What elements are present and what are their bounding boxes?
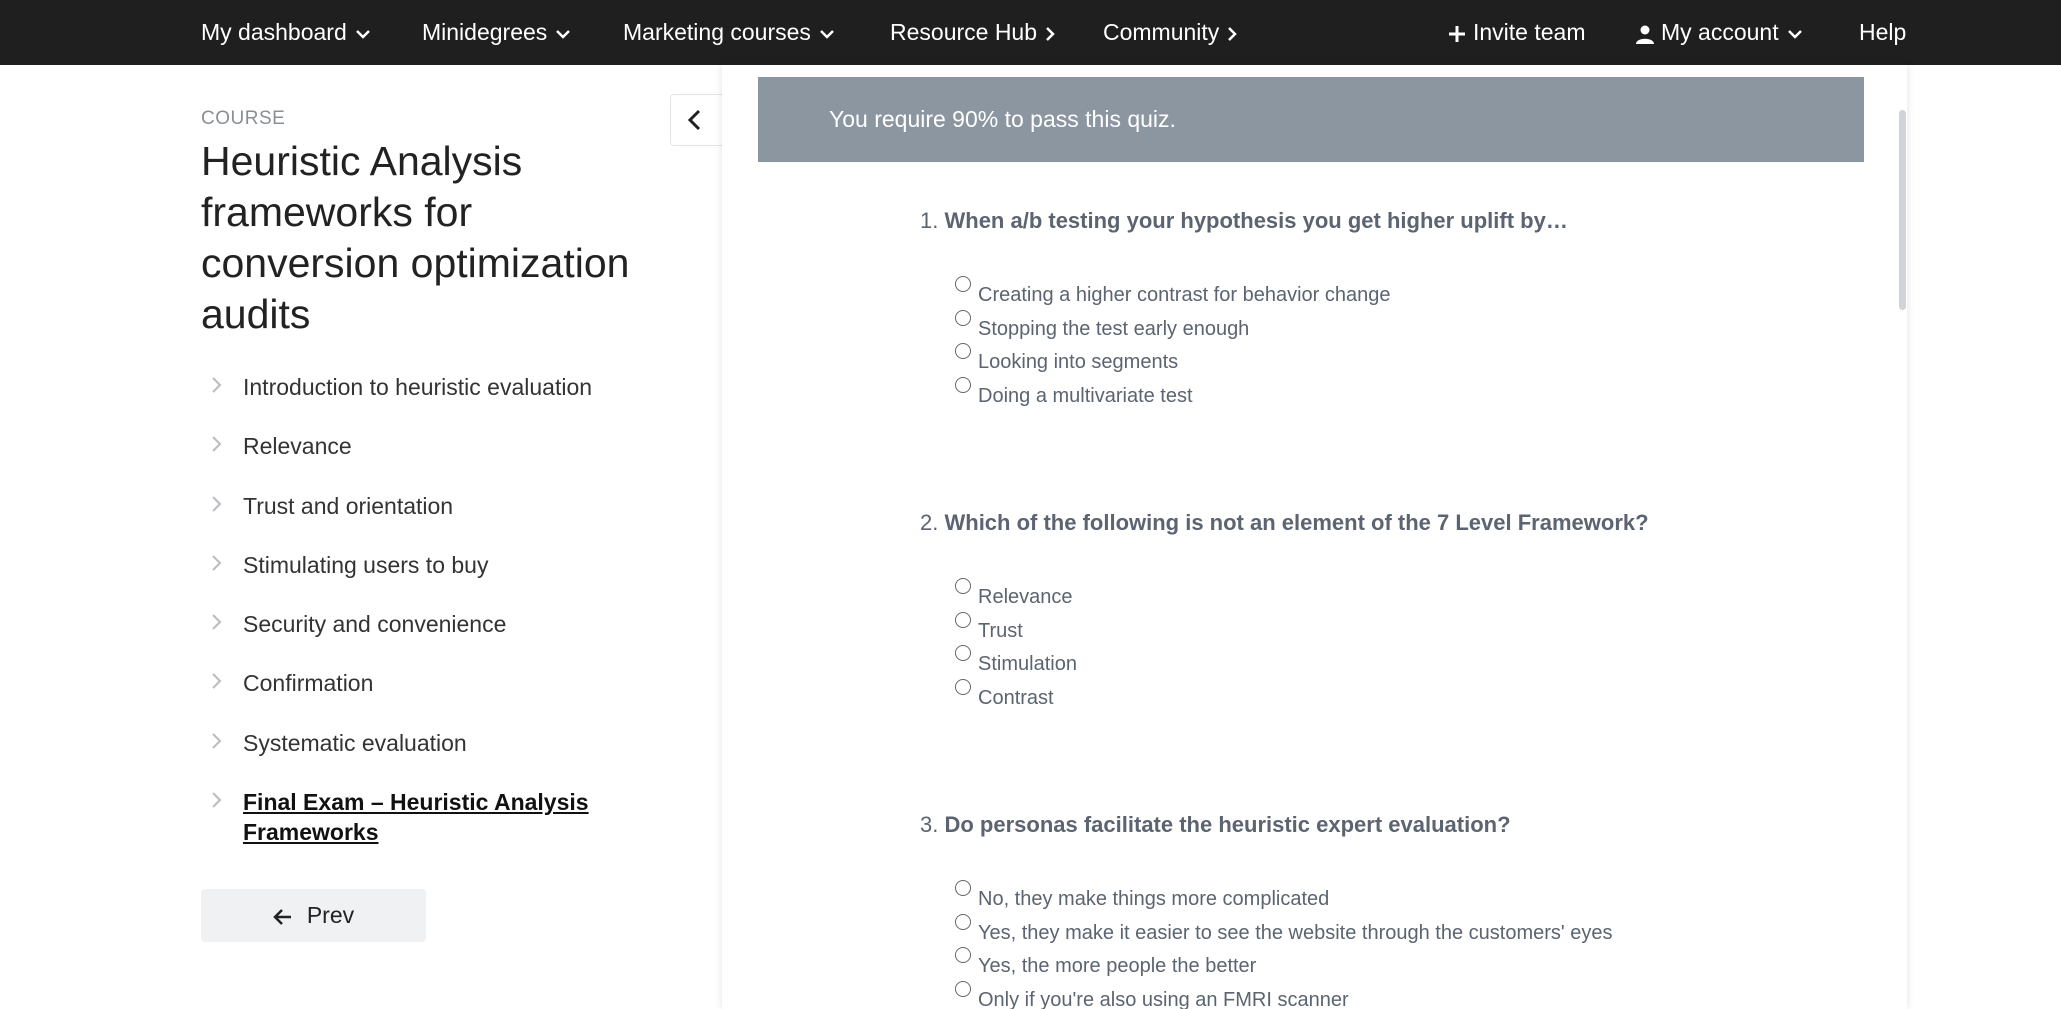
nav-help[interactable] [1859,0,1906,65]
chevron-left-icon [686,108,704,132]
chevron-right-icon [1045,26,1055,42]
answer-label: Looking into segments [978,351,1179,373]
radio-button[interactable] [955,679,971,695]
radio-button[interactable] [955,914,971,930]
nav-marketing-courses[interactable] [623,0,835,65]
nav-invite-team[interactable] [1447,0,1586,65]
radio-button[interactable] [955,276,971,292]
plus-icon [1447,24,1467,44]
nav-my-dashboard-label: My dashboard [201,19,347,45]
chevron-right-icon [1227,26,1237,42]
pass-requirement-banner: You require 90% to pass this quiz. [758,77,1864,162]
question-text: Which of the following is not an element of the 7 Level Framework? [944,510,1649,535]
nav-resource-hub[interactable] [890,0,1055,65]
answer-label: Yes, the more people the better [978,955,1257,977]
nav-my-account[interactable] [1635,0,1803,65]
collapse-sidebar-button[interactable] [670,94,723,146]
nav-minidegrees[interactable] [422,0,571,65]
lesson-label: Stimulating users to buy [243,551,489,578]
chevron-down-icon [355,29,371,39]
radio-button[interactable] [955,981,971,997]
course-eyebrow: COURSE [201,108,286,129]
chevron-down-icon [819,29,835,39]
top-navigation [0,0,2061,65]
chevron-right-icon [211,375,223,395]
prev-button-label: Prev [306,902,355,928]
lesson-label: Introduction to heuristic evaluation [243,374,593,400]
nav-my-dashboard[interactable] [201,0,371,65]
radio-button[interactable] [955,612,971,628]
radio-button[interactable] [955,645,971,661]
nav-minidegrees-label: Minidegrees [422,19,548,45]
question-text: Do personas facilitate the heuristic expert evaluation? [944,812,1511,837]
lesson-item[interactable] [201,722,661,781]
question-1 [920,206,1820,407]
answer-label: Yes, they make it easier to see the website through the customers' eyes [978,922,1613,944]
lesson-item[interactable] [201,366,661,425]
lesson-item-active[interactable] [201,781,661,846]
question-title [920,810,1820,840]
answer-label: Only if you're also using an FMRI scanner [978,989,1349,1009]
chevron-right-icon [211,671,223,691]
lesson-label: Trust and orientation [243,492,454,519]
question-number: 2. [920,510,939,535]
lesson-label: Final Exam – Heuristic Analysis Frameworks [243,789,589,846]
lesson-item[interactable] [201,485,661,544]
user-icon [1635,24,1655,44]
answer-label: Stimulation [978,653,1077,675]
nav-my-account-label: My account [1661,19,1779,45]
course-title: Heuristic Analysis frameworks for conversion optimization audits [201,138,630,337]
question-title [920,508,1820,538]
nav-resource-hub-label: Resource Hub [890,19,1038,45]
question-title [920,206,1820,236]
chevron-right-icon [211,553,223,573]
lesson-list [201,366,661,846]
lesson-label: Confirmation [243,670,374,697]
question-text: When a/b testing your hypothesis you get higher uplift by… [944,208,1568,233]
arrow-left-icon [273,908,293,926]
radio-button[interactable] [955,377,971,393]
chevron-right-icon [211,612,223,632]
answer-label: Relevance [978,586,1073,608]
lesson-item[interactable] [201,544,661,603]
nav-community-label: Community [1103,19,1220,45]
nav-help-label: Help [1859,19,1907,45]
radio-button[interactable] [955,947,971,963]
lesson-label: Relevance [243,433,352,460]
radio-button[interactable] [955,343,971,359]
answer-label: Trust [978,620,1023,642]
question-2 [920,508,1820,709]
radio-button[interactable] [955,880,971,896]
nav-invite-team-label: Invite team [1473,19,1586,45]
chevron-down-icon [555,29,571,39]
chevron-down-icon [1787,29,1803,39]
answer-label: Stopping the test early enough [978,318,1250,340]
answer-label: Creating a higher contrast for behavior change [978,284,1391,306]
answer-label: Doing a multivariate test [978,385,1193,407]
answer-label: No, they make things more complicated [978,888,1330,910]
prev-button[interactable] [201,889,426,942]
lesson-label: Systematic evaluation [243,729,467,756]
scrollbar[interactable] [1899,110,1906,310]
chevron-right-icon [211,731,223,751]
answer-label: Contrast [978,687,1054,709]
chevron-right-icon [211,494,223,514]
radio-button[interactable] [955,578,971,594]
nav-marketing-courses-label: Marketing courses [623,19,811,45]
lesson-label: Security and convenience [243,611,507,638]
nav-community[interactable] [1103,0,1237,65]
chevron-right-icon [211,790,223,810]
chevron-right-icon [211,434,223,454]
lesson-item[interactable] [201,603,661,662]
radio-button[interactable] [955,310,971,326]
question-number: 3. [920,812,939,837]
question-number: 1. [920,208,939,233]
quiz-panel [722,65,1907,1009]
lesson-item[interactable] [201,425,661,484]
lesson-item[interactable] [201,662,661,721]
question-3 [920,810,1820,1009]
